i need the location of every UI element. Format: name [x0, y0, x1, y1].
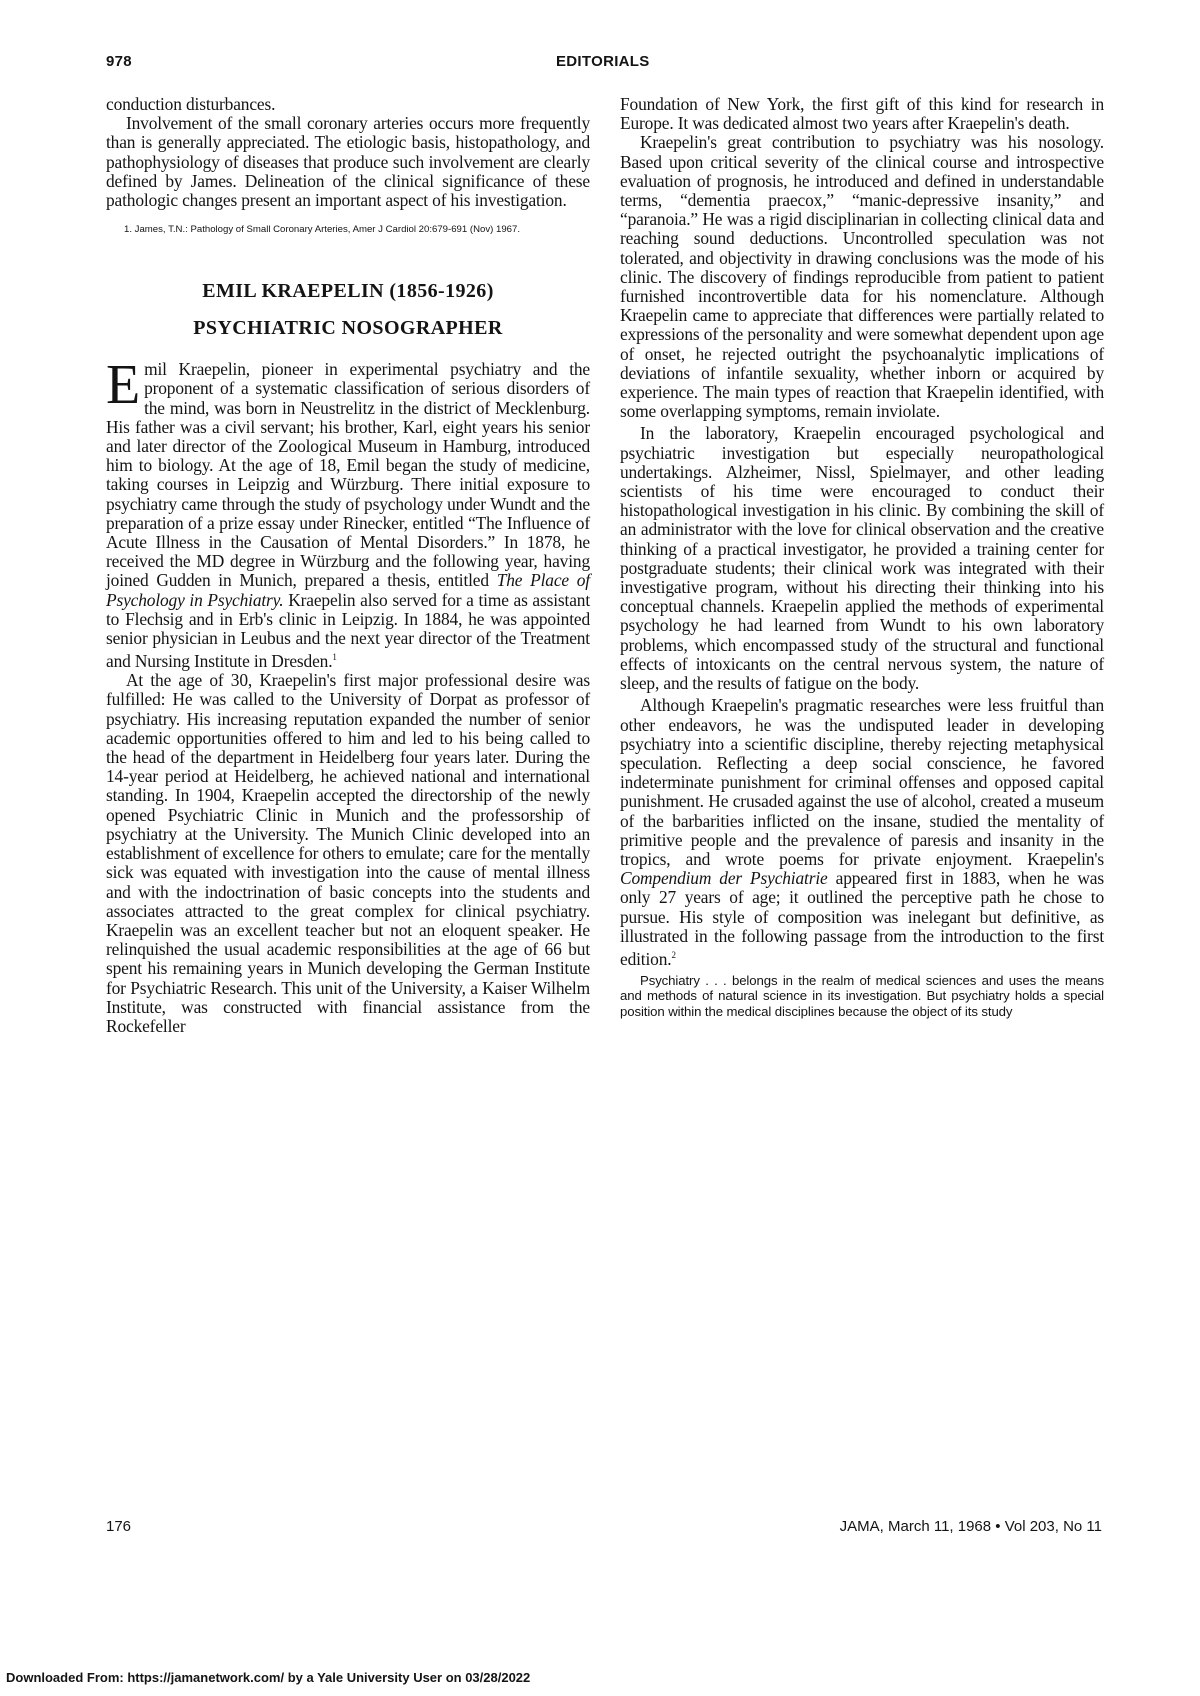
intro-text-end: Kraepelin also served for a time as assistant to Flechsig and in Erb's clinic in Leipzig. In 1884, he was appointed senior physician in Leubus and the next year director of the Treatment and Nursing Institute in Dresden.: [106, 589, 591, 672]
paragraph-foundation: Foundation of New York, the first gift of this kind for research in Europe. It was dedicated almost two years after Kraepelin's death.: [620, 94, 1104, 134]
footer-page-number: 176: [106, 1518, 132, 1535]
pragmatic-text-end: appeared first in 1883, when he was only 27 years of age; it outlined the perceptive path he chose to pursue. His style of composition was inelegant but definitive, as illustrated in the following passage from the introduction to the first edition.: [620, 868, 1104, 969]
article-title-line-2: PSYCHIATRIC NOSOGRAPHER: [193, 317, 503, 340]
header-page-number: 978: [106, 53, 132, 70]
paragraph-involvement: Involvement of the small coronary arteries occurs more frequently than is generally appreciated. The etiologic basis, histopathology, and pathophysiology of diseases that produce such involvement are clearly defined by James. Delineation of the clinical significance of these pathologic changes present an important aspect of his investigation.: [106, 113, 590, 211]
footer-journal-citation: JAMA, March 11, 1968 • Vol 203, No 11: [839, 1518, 1102, 1535]
download-notice: Downloaded From: https://jamanetwork.com/ by a Yale University User on 03/28/2022: [6, 1670, 531, 1685]
paragraph-age-30: At the age of 30, Kraepelin's first major professional desire was fulfilled: He was called to the University of Dorpat as professor of psychiatry. His increasing reputation expanded the number of senior academic opportunities offered to him and led to his being called to the head of the department in Heidelberg four years later. During the 14-year period at Heidelberg, he achieved national and international standing. In 1904, Kraepelin accepted the directorship of the newly opened Psychiatric Clinic in Munich and the professorship of psychiatry at the University. The Munich Clinic developed into an establishment of excellence for others to emulate; care for the mentally sick was equated with investigation into the cause of mental illness and with the indoctrination of basic concepts into the students and associates attracted to the great complex for clinical psychiatry. Kraepelin was an excellent teacher but not an eloquent speaker. He relinquished the usual academic responsibilities at the age of 66 but spent his remaining years in Munich developing the German Institute for Psychiatric Research. This unit of the University, a Kaiser Wilhelm Institute, was constructed with financial assistance from the Rockefeller: [106, 670, 590, 1036]
drop-cap: E: [106, 354, 141, 417]
paragraph-pragmatic: [620, 696, 1104, 969]
article-title-line-1: EMIL KRAEPELIN (1856-1926): [202, 280, 494, 303]
pragmatic-text: Although Kraepelin's pragmatic researches were less fruitful than other endeavors, he was the undisputed leader in developing psychiatry into a scientific discipline, thereby rejecting metaphysical speculation. Reflecting a deep social conscience, he favored indeterminate punishment for criminal offenses and opposed capital punishment. He crusaded against the use of alcohol, created a museum of the barbarities inflicted on the insane, studied the mentality of primitive people and the prevalence of paresis and insanity in the tropics, and wrote poems for private enjoyment. Kraepelin's: [620, 695, 1104, 869]
left-column: [106, 95, 590, 1036]
footnote-marker-2: 2: [671, 949, 676, 960]
right-column: [620, 95, 1104, 1019]
block-quote: Psychiatry . . . belongs in the realm of medical sciences and uses the means and methods of natural science in its investigation. But psychiatry holds a special position within the medical disciplines because the object of its study: [620, 972, 1104, 1019]
intro-text: mil Kraepelin, pioneer in experimental psychiatry and the proponent of a systematic classification of serious disorders of the mind, was born in Neustrelitz in the district of Mecklenburg. His father was a civil servant; his brother, Karl, eight years his senior and later director of the Zoological Museum in Hamburg, introduced him to biology. At the age of 18, Emil began the study of medicine, taking courses in Leipzig and Würzburg. There initial exposure to psychiatry came through the study of psychology under Wundt and the preparation of a prize essay under Rinecker, entitled “The Influence of Acute Illness in the Causation of Mental Disorders.” In 1878, he received the MD degree in Würzburg and the following year, having joined Gudden in Munich, prepared a thesis, entitled: [106, 359, 590, 591]
opening-line: conduction disturbances.: [106, 94, 276, 114]
paragraph-intro: [106, 354, 591, 672]
paragraph-nosology: Kraepelin's great contribution to psychiatry was his nosology. Based upon critical severity of the clinical course and introspective evaluation of prognosis, he introduced and defined in understandable terms, “dementia praecox,” “manic-depressive insanity,” and “paranoia.” He was a rigid disciplinarian in collecting clinical data and reaching sound deductions. Uncontrolled speculation was not tolerated, and objectivity in drawing conclusions was the mode of his clinic. The discovery of findings reproducible from patient to patient furnished incontrovertible data for his nomenclature. Although Kraepelin came to appreciate that differences were partially related to expressions of the personality and were somewhat dependent upon age of onset, he rejected outright the psychoanalytic implications of deviations of infantile sexuality, whether inborn or acquired by experience. The main types of reaction that Kraepelin identified, with some overlapping symptoms, remain inviolate.: [620, 132, 1104, 422]
footnote-marker-1: 1: [332, 652, 337, 663]
header-section-title: EDITORIALS: [556, 53, 650, 70]
reference-1: 1. James, T.N.: Pathology of Small Coronary Arteries, Amer J Cardiol 20:679-691 (Nov) 1967.: [124, 224, 521, 236]
thesis-title: The Place of Psychology in Psychiatry.: [106, 570, 590, 610]
compendium-title: Compendium der Psychiatrie: [620, 868, 828, 889]
paragraph-laboratory: In the laboratory, Kraepelin encouraged psychological and psychiatric investigation but especially neuropathological undertakings. Alzheimer, Nissl, Spielmayer, and other leading scientists of his time were encouraged to conduct their histopathological investigation in his clinic. By combining the skill of an administrator with the love for clinical observation and the creative thinking of a practical investigator, he provided a training center for postgraduate students; their clinical work was integrated with their investigative program, without his directing their thinking into his conceptual channels. Kraepelin applied the methods of experimental psychology he had learned from Wundt to his own laboratory problems, which encompassed study of the structural and functional effects of intoxicants on the central nervous system, the nature of sleep, and the results of fatigue on the body.: [620, 423, 1104, 694]
